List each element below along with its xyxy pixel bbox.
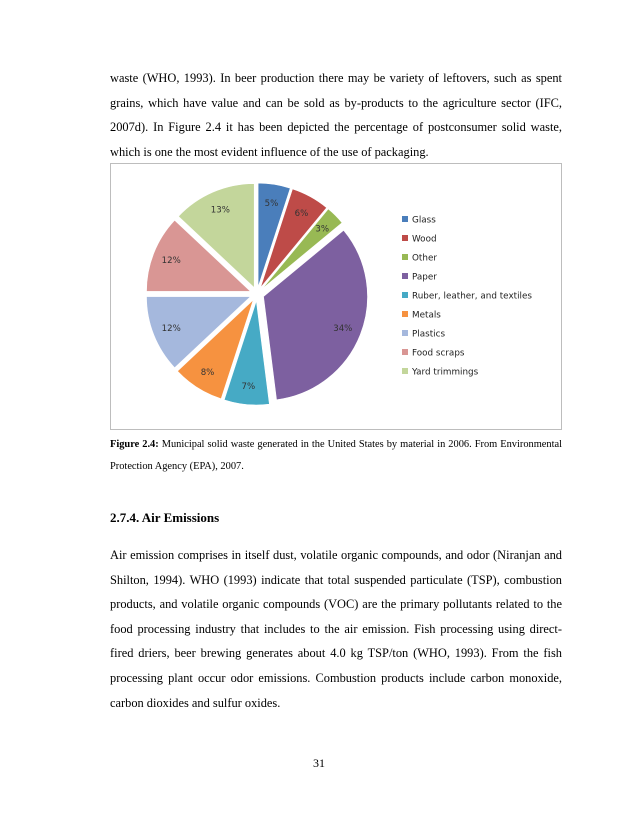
pie-label-0: 5% bbox=[264, 198, 279, 209]
pie-label-1: 6% bbox=[294, 209, 309, 220]
legend-swatch-1 bbox=[402, 235, 408, 241]
pie-label-6: 12% bbox=[161, 323, 181, 334]
legend-label-8: Yard trimmings bbox=[412, 367, 479, 378]
legend-label-0: Glass bbox=[412, 215, 436, 226]
legend-swatch-6 bbox=[402, 330, 408, 336]
section-heading: 2.7.4. Air Emissions bbox=[110, 510, 220, 525]
legend-swatch-8 bbox=[402, 368, 408, 374]
legend-swatch-4 bbox=[402, 292, 408, 298]
pie-label-3: 34% bbox=[333, 323, 353, 334]
legend-label-2: Other bbox=[412, 253, 437, 264]
page-number: 31 bbox=[313, 756, 325, 770]
legend-swatch-3 bbox=[402, 273, 408, 279]
legend-label-5: Metals bbox=[412, 310, 441, 321]
figure-caption-text: Municipal solid waste generated in the United States by material in 2006. From Environmental Protection Agency (EPA), 2007. bbox=[110, 439, 562, 472]
legend-label-3: Paper bbox=[412, 272, 437, 283]
pie-chart-figure bbox=[110, 163, 562, 430]
pie-label-5: 8% bbox=[200, 367, 215, 378]
legend-swatch-5 bbox=[402, 311, 408, 317]
pie-slices bbox=[146, 183, 367, 405]
air-emissions-paragraph: Air emission comprises in itself dust, volatile organic compounds, and odor (Niranjan and Shilton, 1994). WHO (1993) indicate that total suspended particulate (TSP), combustion products, and volatile organic compounds (VOC) are the primary pollutants related to the food processing industry that includes to the air emission. Fish processing using direct-fired driers, beer brewing generates about 4.0 kg TSP/ton (WHO, 1993). From the fish processing plant occur odor emissions. Combustion products include carbon monoxide, carbon dioxides and sulfur oxides. bbox=[110, 548, 562, 710]
figure-caption bbox=[110, 434, 562, 477]
intro-paragraph: waste (WHO, 1993). In beer production there may be variety of leftovers, such as spent grains, which have value and can be sold as by-products to the agriculture sector (IFC, 2007d). In Figure 2.4 it has been depicted the percentage of postconsumer solid waste, which is one the most evident influence of the use of packaging. bbox=[110, 71, 562, 159]
pie-label-2: 3% bbox=[315, 224, 330, 235]
legend-label-1: Wood bbox=[412, 234, 437, 245]
legend-swatch-0 bbox=[402, 216, 408, 222]
pie-label-8: 13% bbox=[210, 205, 230, 216]
pie-chart bbox=[111, 164, 561, 429]
legend-swatch-7 bbox=[402, 349, 408, 355]
legend-label-6: Plastics bbox=[412, 329, 446, 340]
legend-swatch-2 bbox=[402, 254, 408, 260]
legend-label-7: Food scraps bbox=[412, 348, 465, 359]
legend-label-4: Ruber, leather, and textiles bbox=[412, 291, 532, 302]
figure-caption-label: Figure 2.4: bbox=[110, 439, 159, 450]
chart-legend bbox=[402, 216, 532, 378]
pie-label-7: 12% bbox=[161, 256, 181, 267]
pie-label-4: 7% bbox=[241, 381, 256, 392]
